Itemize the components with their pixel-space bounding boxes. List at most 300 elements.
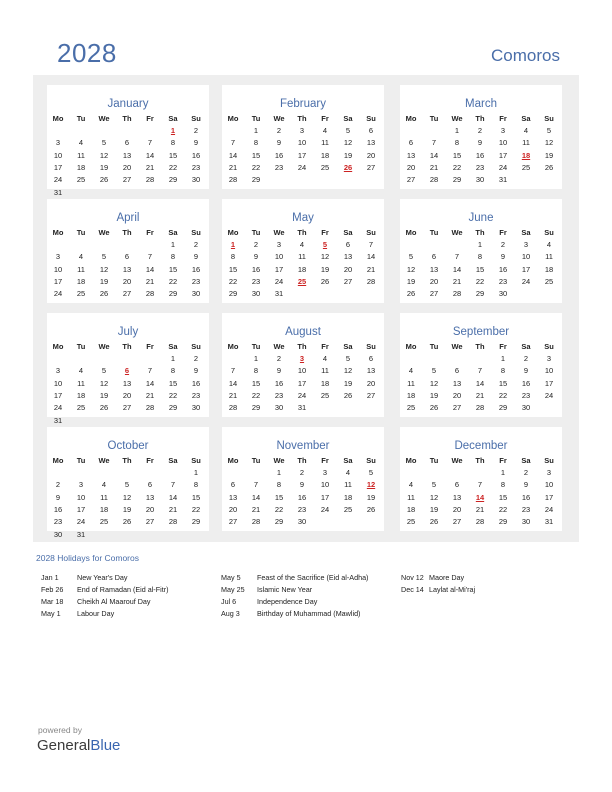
day-cell: 5 <box>101 138 107 148</box>
day-cell: 21 <box>168 504 178 514</box>
weekday-label: Th <box>475 456 485 465</box>
weekday-label: Sa <box>168 228 178 237</box>
day-cell: 13 <box>145 492 155 502</box>
day-cell: 11 <box>321 138 329 148</box>
day-cell: 5 <box>124 480 130 490</box>
day-cell: 8 <box>454 138 460 148</box>
country-title: Comoros <box>491 46 560 65</box>
day-cell: 16 <box>521 378 531 388</box>
day-cell: 4 <box>78 366 84 376</box>
day-cell: 28 <box>452 289 462 299</box>
day-cell: 7 <box>368 240 374 249</box>
holiday-date: Dec 14 <box>401 584 424 594</box>
weekday-label: Th <box>122 228 132 237</box>
day-cell: 3 <box>55 138 61 148</box>
day-cell: 17 <box>53 162 63 172</box>
day-cell: 1 <box>454 126 460 135</box>
day-cell: 16 <box>475 150 485 160</box>
day-cell: 19 <box>429 504 439 514</box>
day-cell: 25 <box>76 403 86 413</box>
day-cell: 2 <box>253 240 259 249</box>
weekday-label: Fr <box>146 456 154 465</box>
day-cell: 5 <box>101 252 107 262</box>
holiday-name: End of Ramadan (Eid al-Fitr) <box>77 584 169 594</box>
day-cell: 12 <box>99 150 109 160</box>
day-cell: 4 <box>322 126 328 135</box>
week-row <box>47 137 209 149</box>
week-row <box>400 504 562 516</box>
day-cell: 27 <box>122 403 132 413</box>
day-cell: 23 <box>274 162 284 172</box>
day-cell: 24 <box>53 175 63 185</box>
holiday-day: 14 <box>475 492 485 502</box>
day-cell: 29 <box>475 289 485 299</box>
day-cell: 7 <box>147 252 153 262</box>
month-april <box>47 199 209 303</box>
day-cell: 29 <box>251 175 261 185</box>
day-cell: 29 <box>274 517 284 527</box>
day-cell: 23 <box>191 162 201 172</box>
day-cell: 26 <box>320 276 330 286</box>
day-cell: 6 <box>124 138 130 148</box>
weekday-label: Fr <box>499 456 507 465</box>
day-cell: 4 <box>408 366 414 376</box>
weekday-label: Tu <box>251 114 261 123</box>
day-cell: 19 <box>343 378 353 388</box>
day-cell: 13 <box>406 150 416 160</box>
day-cell: 25 <box>76 175 86 185</box>
day-cell: 30 <box>191 403 201 413</box>
day-cell: 26 <box>99 403 109 413</box>
day-cell: 22 <box>168 390 178 400</box>
week-row <box>47 378 209 390</box>
month-september <box>400 313 562 417</box>
day-cell: 6 <box>431 252 437 262</box>
day-cell: 17 <box>76 504 86 514</box>
day-cell: 3 <box>546 354 552 363</box>
day-cell: 8 <box>170 366 176 376</box>
weekday-label: Su <box>366 114 376 123</box>
day-cell: 28 <box>251 517 261 527</box>
day-cell: 20 <box>452 390 462 400</box>
day-cell: 2 <box>523 354 529 363</box>
day-cell: 29 <box>228 289 238 299</box>
day-cell: 11 <box>77 264 85 274</box>
day-cell: 22 <box>168 276 178 286</box>
day-cell: 16 <box>297 492 307 502</box>
day-cell: 19 <box>544 150 554 160</box>
month-title: February <box>279 98 327 110</box>
day-cell: 27 <box>429 289 439 299</box>
day-cell: 29 <box>498 403 508 413</box>
day-cell: 15 <box>191 492 201 502</box>
day-cell: 28 <box>168 517 178 527</box>
weekday-header <box>400 455 562 467</box>
weekday-label: Sa <box>521 228 531 237</box>
day-cell: 28 <box>145 175 155 185</box>
day-cell: 17 <box>274 264 284 274</box>
day-cell: 14 <box>251 492 261 502</box>
day-cell: 14 <box>145 378 155 388</box>
day-cell: 21 <box>145 162 155 172</box>
weekday-label: Su <box>191 114 201 123</box>
day-cell: 20 <box>122 390 132 400</box>
day-cell: 2 <box>477 126 483 135</box>
week-row <box>47 415 209 427</box>
day-cell: 28 <box>429 175 439 185</box>
day-cell: 22 <box>228 276 238 286</box>
day-cell: 25 <box>521 162 531 172</box>
weekday-label: Sa <box>521 114 531 123</box>
day-cell: 8 <box>230 252 236 262</box>
holiday-day: 6 <box>124 366 130 376</box>
week-row <box>400 239 562 251</box>
day-cell: 20 <box>122 162 132 172</box>
day-cell: 11 <box>321 366 329 376</box>
day-cell: 29 <box>168 175 178 185</box>
weekday-label: Th <box>297 228 307 237</box>
week-row <box>47 276 209 288</box>
day-cell: 31 <box>53 415 63 425</box>
day-cell: 17 <box>320 492 330 502</box>
week-row <box>47 187 209 199</box>
day-cell: 31 <box>76 529 86 539</box>
month-january <box>47 85 209 197</box>
day-cell: 11 <box>77 378 85 388</box>
day-cell: 23 <box>274 390 284 400</box>
day-cell: 19 <box>99 390 109 400</box>
day-cell: 15 <box>251 378 261 388</box>
day-cell: 13 <box>228 492 238 502</box>
day-cell: 21 <box>228 162 238 172</box>
weekday-label: Mo <box>227 342 239 351</box>
holiday-name: Independence Day <box>257 596 318 606</box>
day-cell: 4 <box>322 354 328 363</box>
week-row <box>400 162 562 174</box>
weekday-label: Th <box>475 228 485 237</box>
day-cell: 9 <box>253 252 259 262</box>
weekday-label: Mo <box>405 228 417 237</box>
day-cell: 20 <box>228 504 238 514</box>
holiday-day: 1 <box>170 126 176 135</box>
week-row <box>400 125 562 137</box>
day-cell: 4 <box>101 480 107 490</box>
day-cell: 29 <box>191 517 201 527</box>
day-cell: 9 <box>299 480 305 490</box>
day-cell: 4 <box>546 240 552 249</box>
holiday-name: New Year's Day <box>77 573 128 582</box>
generalblue-logo[interactable] <box>37 737 120 754</box>
weekday-label: Tu <box>251 342 261 351</box>
weekday-label: We <box>273 342 285 351</box>
day-cell: 12 <box>122 492 132 502</box>
day-cell: 18 <box>76 390 86 400</box>
day-cell: 29 <box>168 403 178 413</box>
day-cell: 23 <box>191 390 201 400</box>
day-cell: 13 <box>366 138 376 148</box>
day-cell: 26 <box>429 517 439 527</box>
weekday-label: Sa <box>343 114 353 123</box>
holiday-name: Feast of the Sacrifice (Eid al-Adha) <box>257 573 369 582</box>
day-cell: 1 <box>253 126 259 135</box>
weekday-label: We <box>98 228 110 237</box>
day-cell: 26 <box>343 390 353 400</box>
day-cell: 4 <box>78 252 84 262</box>
day-cell: 10 <box>297 138 307 148</box>
week-row <box>400 390 562 402</box>
day-cell: 16 <box>251 264 261 274</box>
day-cell: 19 <box>99 276 109 286</box>
weekday-label: We <box>451 456 463 465</box>
week-row <box>400 402 562 414</box>
week-row <box>400 378 562 390</box>
day-cell: 15 <box>274 492 284 502</box>
day-cell: 27 <box>452 517 462 527</box>
day-cell: 30 <box>53 529 63 539</box>
day-cell: 16 <box>274 150 284 160</box>
month-title: August <box>285 326 321 338</box>
week-row <box>47 125 209 137</box>
weekday-label: Mo <box>52 342 64 351</box>
day-cell: 8 <box>253 138 259 148</box>
day-cell: 29 <box>168 289 178 299</box>
week-row <box>47 251 209 263</box>
day-cell: 2 <box>193 354 199 363</box>
weekday-label: Th <box>297 456 307 465</box>
day-cell: 7 <box>454 252 460 262</box>
day-cell: 9 <box>523 480 529 490</box>
day-cell: 22 <box>191 504 201 514</box>
weekday-label: Su <box>191 342 201 351</box>
holiday-date: Mar 18 <box>41 596 64 606</box>
day-cell: 6 <box>408 138 414 148</box>
weekday-header <box>47 341 209 353</box>
weekday-label: We <box>98 114 110 123</box>
day-cell: 23 <box>521 504 531 514</box>
holiday-day: 25 <box>297 276 307 286</box>
day-cell: 9 <box>55 492 61 502</box>
day-cell: 10 <box>544 366 554 376</box>
day-cell: 26 <box>429 403 439 413</box>
week-row <box>222 378 384 390</box>
week-row <box>222 125 384 137</box>
day-cell: 27 <box>406 175 416 185</box>
day-cell: 10 <box>521 252 531 262</box>
day-cell: 12 <box>429 378 439 388</box>
holiday-date: May 1 <box>41 608 61 618</box>
day-cell: 22 <box>498 504 508 514</box>
week-row <box>47 529 209 541</box>
day-cell: 4 <box>523 126 529 135</box>
day-cell: 11 <box>407 492 415 502</box>
day-cell: 4 <box>408 480 414 490</box>
month-february <box>222 85 384 189</box>
day-cell: 12 <box>406 264 416 274</box>
holiday-name: Laylat al-Mi'raj <box>429 584 476 594</box>
month-may <box>222 199 384 303</box>
day-cell: 15 <box>168 378 178 388</box>
week-row <box>222 516 384 528</box>
weekday-label: Mo <box>52 456 64 465</box>
day-cell: 14 <box>452 264 462 274</box>
day-cell: 14 <box>228 378 238 388</box>
day-cell: 29 <box>498 517 508 527</box>
day-cell: 19 <box>320 264 330 274</box>
day-cell: 6 <box>368 126 374 135</box>
day-cell: 15 <box>168 150 178 160</box>
month-title: June <box>468 212 494 224</box>
day-cell: 9 <box>500 252 506 262</box>
weekday-label: Su <box>544 228 554 237</box>
day-cell: 6 <box>230 480 236 490</box>
weekday-label: Mo <box>52 228 64 237</box>
weekday-label: Sa <box>521 342 531 351</box>
day-cell: 24 <box>521 276 531 286</box>
month-title: March <box>465 98 497 110</box>
week-row <box>400 150 562 162</box>
day-cell: 6 <box>454 480 460 490</box>
day-cell: 1 <box>500 468 506 477</box>
day-cell: 10 <box>274 252 284 262</box>
weekday-label: Mo <box>227 228 239 237</box>
week-row <box>400 365 562 377</box>
day-cell: 16 <box>191 378 201 388</box>
year-title: 2028 <box>57 38 117 68</box>
day-cell: 19 <box>122 504 132 514</box>
day-cell: 25 <box>76 289 86 299</box>
day-cell: 30 <box>251 289 261 299</box>
weekday-header <box>47 227 209 239</box>
week-row <box>400 288 562 300</box>
day-cell: 21 <box>452 276 462 286</box>
weekday-header <box>222 227 384 239</box>
day-cell: 24 <box>320 504 330 514</box>
holiday-date: Feb 26 <box>41 584 64 594</box>
day-cell: 3 <box>299 126 305 135</box>
day-cell: 30 <box>297 517 307 527</box>
day-cell: 24 <box>297 162 307 172</box>
weekday-label: We <box>98 456 110 465</box>
day-cell: 18 <box>406 504 416 514</box>
holiday-date: Jan 1 <box>41 573 59 582</box>
day-cell: 8 <box>193 480 199 490</box>
week-row <box>222 353 384 365</box>
holiday-date: May 25 <box>221 584 245 594</box>
day-cell: 18 <box>320 150 330 160</box>
day-cell: 21 <box>366 264 376 274</box>
day-cell: 30 <box>498 289 508 299</box>
day-cell: 23 <box>297 504 307 514</box>
day-cell: 20 <box>122 276 132 286</box>
day-cell: 16 <box>498 264 508 274</box>
weekday-header <box>400 227 562 239</box>
week-row <box>400 276 562 288</box>
week-row <box>47 288 209 300</box>
day-cell: 23 <box>53 517 63 527</box>
calendar-grid <box>33 75 579 542</box>
weekday-label: We <box>451 114 463 123</box>
week-row <box>47 239 209 251</box>
day-cell: 20 <box>406 162 416 172</box>
holiday-day: 5 <box>322 240 328 249</box>
day-cell: 28 <box>145 403 155 413</box>
weekday-label: We <box>451 342 463 351</box>
week-row <box>47 353 209 365</box>
day-cell: 20 <box>343 264 353 274</box>
day-cell: 14 <box>366 252 376 262</box>
day-cell: 25 <box>406 403 416 413</box>
day-cell: 4 <box>345 468 351 477</box>
day-cell: 23 <box>521 390 531 400</box>
weekday-label: We <box>451 228 463 237</box>
holiday-date: Aug 3 <box>221 608 240 618</box>
day-cell: 9 <box>276 138 282 148</box>
week-row <box>47 402 209 414</box>
day-cell: 13 <box>366 366 376 376</box>
day-cell: 25 <box>320 390 330 400</box>
day-cell: 25 <box>406 517 416 527</box>
week-row <box>47 390 209 402</box>
weekday-label: Su <box>366 456 376 465</box>
month-title: October <box>107 440 149 452</box>
weekday-label: Th <box>475 342 485 351</box>
day-cell: 17 <box>498 150 508 160</box>
week-row <box>47 162 209 174</box>
weekday-label: Tu <box>429 342 439 351</box>
day-cell: 21 <box>475 504 485 514</box>
day-cell: 6 <box>124 252 130 262</box>
day-cell: 13 <box>452 492 462 502</box>
week-row <box>47 504 209 516</box>
weekday-label: Mo <box>405 342 417 351</box>
day-cell: 18 <box>320 378 330 388</box>
day-cell: 2 <box>299 468 305 477</box>
day-cell: 22 <box>452 162 462 172</box>
day-cell: 3 <box>78 480 84 490</box>
day-cell: 16 <box>274 378 284 388</box>
day-cell: 30 <box>475 175 485 185</box>
month-title: September <box>452 326 510 338</box>
week-row <box>222 390 384 402</box>
day-cell: 27 <box>145 517 155 527</box>
week-row <box>222 492 384 504</box>
weekday-label: Th <box>122 342 132 351</box>
brand-blue: Blue <box>90 737 121 754</box>
day-cell: 1 <box>253 354 259 363</box>
day-cell: 7 <box>170 480 176 490</box>
weekday-label: Su <box>366 228 376 237</box>
day-cell: 5 <box>546 126 552 135</box>
week-row <box>222 174 384 186</box>
day-cell: 27 <box>343 276 353 286</box>
day-cell: 24 <box>53 289 63 299</box>
month-title: July <box>117 326 139 338</box>
day-cell: 23 <box>475 162 485 172</box>
week-row <box>222 504 384 516</box>
day-cell: 2 <box>55 480 61 490</box>
week-row <box>222 402 384 414</box>
weekday-header <box>400 341 562 353</box>
week-row <box>222 467 384 479</box>
day-cell: 7 <box>147 138 153 148</box>
day-cell: 3 <box>55 366 61 376</box>
week-row <box>400 467 562 479</box>
month-june <box>400 199 562 303</box>
holiday-day: 3 <box>299 354 305 363</box>
brand-general: General <box>37 737 91 754</box>
day-cell: 2 <box>523 468 529 477</box>
day-cell: 26 <box>366 504 376 514</box>
